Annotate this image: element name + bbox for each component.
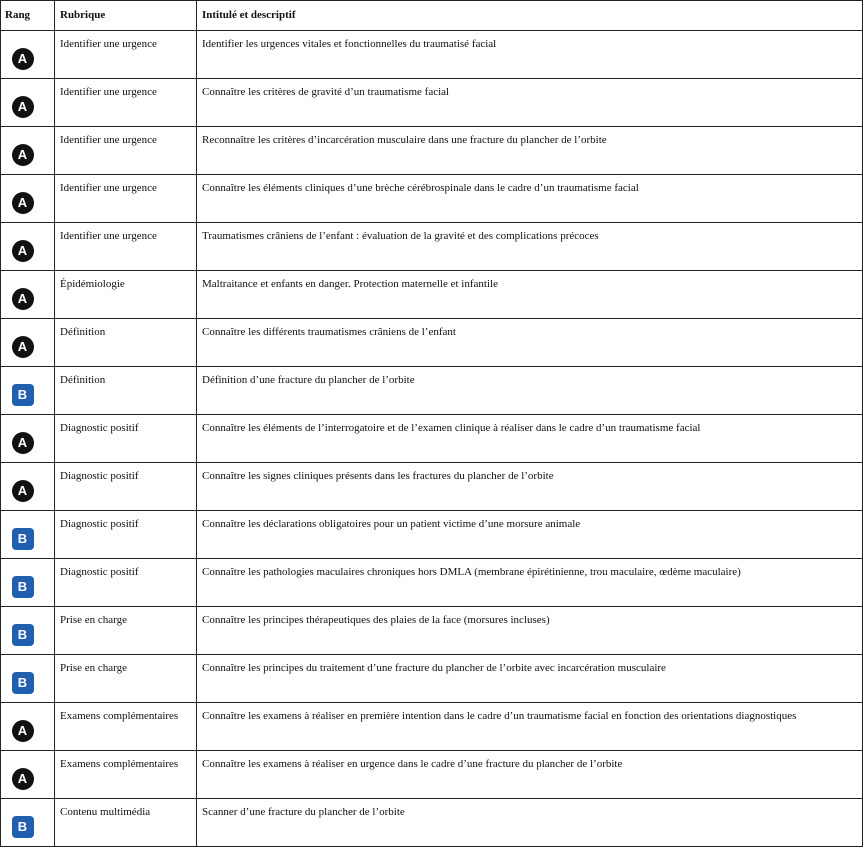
rubrique-cell: Diagnostic positif [55,463,197,511]
intitule-cell: Connaître les éléments cliniques d’une brèche cérébrospinale dans le cadre d’un traumatisme facial [197,175,863,223]
rank-badge: A [12,432,34,454]
rank-badge: A [12,144,34,166]
table-row [1,79,863,127]
rang-cell [1,175,55,223]
rubrique-cell: Identifier une urgence [55,175,197,223]
rank-badge: A [12,480,34,502]
rang-cell [1,127,55,175]
rank-badge: B [12,576,34,598]
rank-badge: B [12,816,34,838]
rang-cell [1,271,55,319]
intitule-cell: Connaître les principes du traitement d’une fracture du plancher de l’orbite avec incarcération musculaire [197,655,863,703]
intitule-cell: Connaître les signes cliniques présents dans les fractures du plancher de l’orbite [197,463,863,511]
rang-cell [1,799,55,847]
table-row [1,607,863,655]
rubrique-cell: Diagnostic positif [55,559,197,607]
table-row [1,127,863,175]
rank-badge: B [12,624,34,646]
intitule-cell: Connaître les critères de gravité d’un traumatisme facial [197,79,863,127]
rubrique-cell: Définition [55,367,197,415]
table-row [1,703,863,751]
rubrique-cell: Prise en charge [55,607,197,655]
rang-cell [1,559,55,607]
rank-badge: A [12,720,34,742]
table-row [1,799,863,847]
intitule-cell: Maltraitance et enfants en danger. Protection maternelle et infantile [197,271,863,319]
header-intitule: Intitulé et descriptif [197,1,863,31]
table-row [1,31,863,79]
intitule-cell: Scanner d’une fracture du plancher de l’orbite [197,799,863,847]
rang-cell [1,751,55,799]
rubrique-cell: Épidémiologie [55,271,197,319]
intitule-cell: Connaître les pathologies maculaires chroniques hors DMLA (membrane épirétinienne, trou maculaire, œdème maculaire) [197,559,863,607]
intitule-cell: Traumatismes crâniens de l’enfant : évaluation de la gravité et des complications précoces [197,223,863,271]
table-row [1,367,863,415]
table-row [1,463,863,511]
rang-cell [1,511,55,559]
table-row [1,175,863,223]
intitule-cell: Connaître les différents traumatismes crâniens de l’enfant [197,319,863,367]
rubrique-cell: Examens complémentaires [55,751,197,799]
rank-badge: A [12,48,34,70]
rubrique-cell: Diagnostic positif [55,415,197,463]
rang-cell [1,655,55,703]
rang-cell [1,319,55,367]
rubrique-cell: Identifier une urgence [55,127,197,175]
rang-cell [1,367,55,415]
rubrique-cell: Examens complémentaires [55,703,197,751]
rang-cell [1,223,55,271]
rank-badge: B [12,672,34,694]
table-row [1,655,863,703]
intitule-cell: Connaître les examens à réaliser en urgence dans le cadre d’une fracture du plancher de l’orbite [197,751,863,799]
rubrique-cell: Contenu multimédia [55,799,197,847]
rang-cell [1,31,55,79]
rubrique-cell: Prise en charge [55,655,197,703]
intitule-cell: Connaître les déclarations obligatoires pour un patient victime d’une morsure animale [197,511,863,559]
intitule-cell: Connaître les éléments de l’interrogatoire et de l’examen clinique à réaliser dans le cadre d’un traumatisme facial [197,415,863,463]
rank-badge: A [12,96,34,118]
rubrique-cell: Identifier une urgence [55,223,197,271]
rank-badge: A [12,192,34,214]
header-rang: Rang [1,1,55,31]
table-row [1,511,863,559]
table-body [1,31,863,847]
table-row [1,559,863,607]
rank-badge: A [12,288,34,310]
rang-cell [1,415,55,463]
intitule-cell: Connaître les principes thérapeutiques des plaies de la face (morsures incluses) [197,607,863,655]
rank-badge: A [12,768,34,790]
rubrique-cell: Diagnostic positif [55,511,197,559]
intitule-cell: Définition d’une fracture du plancher de l’orbite [197,367,863,415]
rubrique-cell: Identifier une urgence [55,31,197,79]
rang-cell [1,607,55,655]
table-row [1,751,863,799]
intitule-cell: Connaître les examens à réaliser en première intention dans le cadre d’un traumatisme facial en fonction des orientations diagnostiques [197,703,863,751]
table-row [1,415,863,463]
table-row [1,319,863,367]
rang-cell [1,703,55,751]
rang-cell [1,463,55,511]
rubrique-cell: Définition [55,319,197,367]
rank-badge: B [12,528,34,550]
table-row [1,223,863,271]
table-row [1,271,863,319]
header-rubrique: Rubrique [55,1,197,31]
intitule-cell: Reconnaître les critères d’incarcération musculaire dans une fracture du plancher de l’orbite [197,127,863,175]
rank-badge: A [12,336,34,358]
rank-badge: A [12,240,34,262]
intitule-cell: Identifier les urgences vitales et fonctionnelles du traumatisé facial [197,31,863,79]
rang-cell [1,79,55,127]
rubrique-cell: Identifier une urgence [55,79,197,127]
rank-badge: B [12,384,34,406]
header-row [1,1,863,31]
